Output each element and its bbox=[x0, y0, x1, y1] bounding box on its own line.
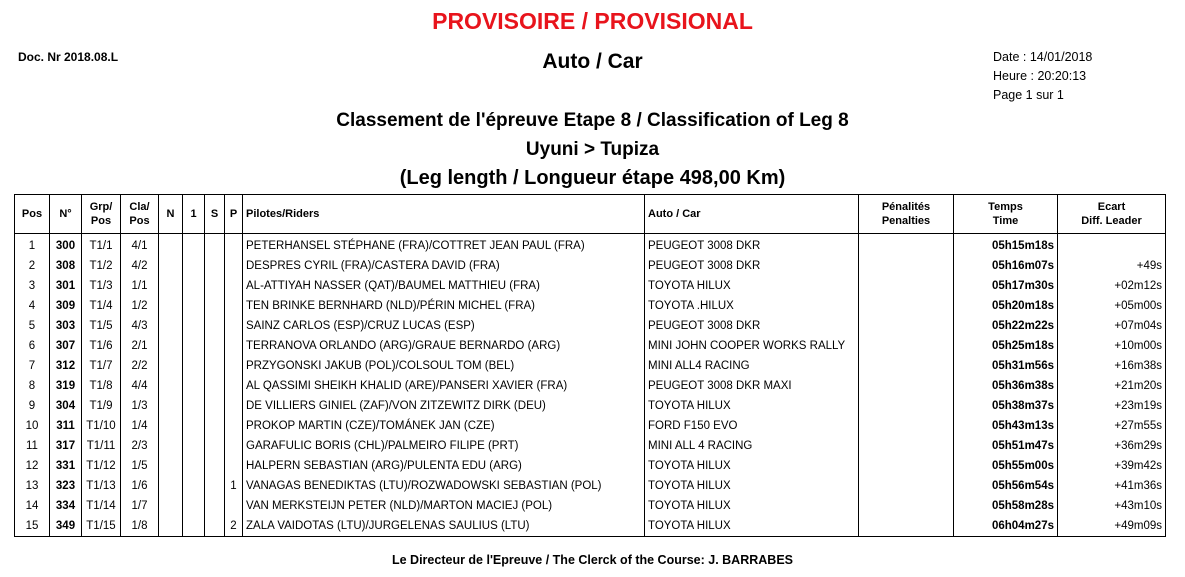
cell-pilots: HALPERN SEBASTIAN (ARG)/PULENTA EDU (ARG) bbox=[243, 456, 645, 476]
cell-group-pos: T1/10 bbox=[82, 416, 121, 436]
cell-s bbox=[205, 516, 225, 537]
cell-time: 05h25m18s bbox=[954, 336, 1058, 356]
cell-n bbox=[159, 436, 183, 456]
cell-penalties bbox=[859, 316, 954, 336]
cell-class-pos: 4/2 bbox=[121, 256, 159, 276]
cell-n bbox=[159, 234, 183, 257]
cell-number: 334 bbox=[50, 496, 82, 516]
col-car: Auto / Car bbox=[645, 195, 859, 234]
cell-1 bbox=[183, 336, 205, 356]
cell-time: 05h51m47s bbox=[954, 436, 1058, 456]
cell-pos: 5 bbox=[15, 316, 50, 336]
cell-s bbox=[205, 396, 225, 416]
cell-p bbox=[225, 356, 243, 376]
col-1: 1 bbox=[183, 195, 205, 234]
cell-n bbox=[159, 476, 183, 496]
cell-pos: 6 bbox=[15, 336, 50, 356]
cell-class-pos: 4/1 bbox=[121, 234, 159, 257]
cell-group-pos: T1/15 bbox=[82, 516, 121, 537]
cell-time: 05h43m13s bbox=[954, 416, 1058, 436]
cell-penalties bbox=[859, 234, 954, 257]
cell-pos: 9 bbox=[15, 396, 50, 416]
leg-length-title: (Leg length / Longueur étape 498,00 Km) bbox=[399, 167, 786, 189]
date-label: Date : 14/01/2018 bbox=[993, 50, 1093, 64]
cell-time: 05h22m22s bbox=[954, 316, 1058, 336]
cell-n bbox=[159, 316, 183, 336]
col-n: N bbox=[159, 195, 183, 234]
cell-group-pos: T1/14 bbox=[82, 496, 121, 516]
classification-title: Classement de l'épreuve Etape 8 / Classification of Leg 8 bbox=[336, 110, 849, 131]
table-row bbox=[15, 516, 1166, 537]
cell-n bbox=[159, 416, 183, 436]
cell-p bbox=[225, 416, 243, 436]
cell-group-pos: T1/8 bbox=[82, 376, 121, 396]
cell-gap bbox=[1058, 234, 1166, 257]
table-row bbox=[15, 234, 1166, 257]
cell-pos: 4 bbox=[15, 296, 50, 316]
cell-penalties bbox=[859, 456, 954, 476]
cell-group-pos: T1/5 bbox=[82, 316, 121, 336]
cell-car: TOYOTA HILUX bbox=[645, 476, 859, 496]
results-table bbox=[14, 194, 1166, 537]
cell-number: 312 bbox=[50, 356, 82, 376]
table-row bbox=[15, 416, 1166, 436]
cell-group-pos: T1/13 bbox=[82, 476, 121, 496]
cell-pilots: GARAFULIC BORIS (CHL)/PALMEIRO FILIPE (PRT) bbox=[243, 436, 645, 456]
cell-class-pos: 1/2 bbox=[121, 296, 159, 316]
cell-1 bbox=[183, 256, 205, 276]
cell-gap: +02m12s bbox=[1058, 276, 1166, 296]
cell-car: TOYOTA HILUX bbox=[645, 276, 859, 296]
cell-class-pos: 4/4 bbox=[121, 376, 159, 396]
cell-penalties bbox=[859, 496, 954, 516]
table-row bbox=[15, 476, 1166, 496]
cell-pos: 13 bbox=[15, 476, 50, 496]
cell-car: MINI ALL4 RACING bbox=[645, 356, 859, 376]
cell-penalties bbox=[859, 376, 954, 396]
cell-n bbox=[159, 296, 183, 316]
table-row bbox=[15, 356, 1166, 376]
table-header-row bbox=[15, 195, 1166, 234]
cell-p bbox=[225, 316, 243, 336]
cell-s bbox=[205, 234, 225, 257]
cell-car: TOYOTA HILUX bbox=[645, 396, 859, 416]
cell-car: PEUGEOT 3008 DKR MAXI bbox=[645, 376, 859, 396]
cell-n bbox=[159, 256, 183, 276]
cell-pilots: DESPRES CYRIL (FRA)/CASTERA DAVID (FRA) bbox=[243, 256, 645, 276]
cell-gap: +16m38s bbox=[1058, 356, 1166, 376]
cell-car: PEUGEOT 3008 DKR bbox=[645, 234, 859, 257]
cell-pos: 7 bbox=[15, 356, 50, 376]
cell-group-pos: T1/7 bbox=[82, 356, 121, 376]
cell-pilots: PETERHANSEL STÉPHANE (FRA)/COTTRET JEAN PAUL (FRA) bbox=[243, 234, 645, 257]
cell-pos: 1 bbox=[15, 234, 50, 257]
cell-p bbox=[225, 496, 243, 516]
cell-number: 307 bbox=[50, 336, 82, 356]
cell-group-pos: T1/4 bbox=[82, 296, 121, 316]
cell-gap: +36m29s bbox=[1058, 436, 1166, 456]
cell-n bbox=[159, 516, 183, 537]
table-row bbox=[15, 496, 1166, 516]
col-class-pos: Cla/ Pos bbox=[121, 195, 159, 234]
cell-penalties bbox=[859, 276, 954, 296]
category-title: Auto / Car bbox=[542, 50, 643, 73]
cell-p bbox=[225, 256, 243, 276]
cell-s bbox=[205, 316, 225, 336]
cell-1 bbox=[183, 416, 205, 436]
cell-gap: +41m36s bbox=[1058, 476, 1166, 496]
clerk-of-course: Le Directeur de l'Epreuve / The Clerck of the Course: J. BARRABES bbox=[392, 553, 793, 567]
cell-pos: 14 bbox=[15, 496, 50, 516]
col-pos: Pos bbox=[15, 195, 50, 234]
cell-1 bbox=[183, 276, 205, 296]
col-number: N° bbox=[50, 195, 82, 234]
cell-pilots: TEN BRINKE BERNHARD (NLD)/PÉRIN MICHEL (FRA) bbox=[243, 296, 645, 316]
cell-1 bbox=[183, 476, 205, 496]
cell-number: 309 bbox=[50, 296, 82, 316]
cell-class-pos: 1/7 bbox=[121, 496, 159, 516]
cell-number: 349 bbox=[50, 516, 82, 537]
cell-s bbox=[205, 376, 225, 396]
cell-time: 05h58m28s bbox=[954, 496, 1058, 516]
cell-1 bbox=[183, 456, 205, 476]
cell-car: MINI JOHN COOPER WORKS RALLY bbox=[645, 336, 859, 356]
col-time: Temps Time bbox=[954, 195, 1058, 234]
cell-p bbox=[225, 456, 243, 476]
cell-car: TOYOTA HILUX bbox=[645, 516, 859, 537]
cell-time: 06h04m27s bbox=[954, 516, 1058, 537]
col-p: P bbox=[225, 195, 243, 234]
col-penalties: Pénalités Penalties bbox=[859, 195, 954, 234]
table-row bbox=[15, 256, 1166, 276]
cell-car: FORD F150 EVO bbox=[645, 416, 859, 436]
cell-group-pos: T1/9 bbox=[82, 396, 121, 416]
cell-group-pos: T1/12 bbox=[82, 456, 121, 476]
cell-1 bbox=[183, 436, 205, 456]
cell-1 bbox=[183, 376, 205, 396]
cell-n bbox=[159, 336, 183, 356]
cell-pos: 2 bbox=[15, 256, 50, 276]
cell-time: 05h36m38s bbox=[954, 376, 1058, 396]
cell-pilots: VANAGAS BENEDIKTAS (LTU)/ROZWADOWSKI SEBASTIAN (POL) bbox=[243, 476, 645, 496]
cell-group-pos: T1/11 bbox=[82, 436, 121, 456]
cell-pilots: AL-ATTIYAH NASSER (QAT)/BAUMEL MATTHIEU (FRA) bbox=[243, 276, 645, 296]
cell-penalties bbox=[859, 256, 954, 276]
cell-car: PEUGEOT 3008 DKR bbox=[645, 316, 859, 336]
cell-1 bbox=[183, 516, 205, 537]
cell-time: 05h20m18s bbox=[954, 296, 1058, 316]
cell-number: 319 bbox=[50, 376, 82, 396]
table-row bbox=[15, 316, 1166, 336]
route-title: Uyuni > Tupiza bbox=[525, 139, 660, 160]
cell-1 bbox=[183, 356, 205, 376]
col-s: S bbox=[205, 195, 225, 234]
cell-time: 05h38m37s bbox=[954, 396, 1058, 416]
cell-penalties bbox=[859, 436, 954, 456]
cell-group-pos: T1/3 bbox=[82, 276, 121, 296]
cell-number: 303 bbox=[50, 316, 82, 336]
document-number: Doc. Nr 2018.08.L bbox=[18, 50, 119, 64]
cell-class-pos: 1/4 bbox=[121, 416, 159, 436]
cell-class-pos: 2/2 bbox=[121, 356, 159, 376]
cell-car: PEUGEOT 3008 DKR bbox=[645, 256, 859, 276]
cell-class-pos: 4/3 bbox=[121, 316, 159, 336]
cell-gap: +43m10s bbox=[1058, 496, 1166, 516]
page-label: Page 1 sur 1 bbox=[993, 88, 1064, 102]
cell-gap: +05m00s bbox=[1058, 296, 1166, 316]
cell-n bbox=[159, 276, 183, 296]
cell-number: 317 bbox=[50, 436, 82, 456]
cell-n bbox=[159, 396, 183, 416]
cell-penalties bbox=[859, 416, 954, 436]
table-row bbox=[15, 276, 1166, 296]
cell-p: 1 bbox=[225, 476, 243, 496]
cell-gap: +49s bbox=[1058, 256, 1166, 276]
table-row bbox=[15, 336, 1166, 356]
cell-number: 304 bbox=[50, 396, 82, 416]
cell-pos: 15 bbox=[15, 516, 50, 537]
cell-gap: +27m55s bbox=[1058, 416, 1166, 436]
provisional-banner: PROVISOIRE / PROVISIONAL bbox=[432, 8, 753, 34]
cell-penalties bbox=[859, 336, 954, 356]
table-row bbox=[15, 376, 1166, 396]
cell-penalties bbox=[859, 516, 954, 537]
cell-class-pos: 1/6 bbox=[121, 476, 159, 496]
cell-gap: +39m42s bbox=[1058, 456, 1166, 476]
cell-p bbox=[225, 396, 243, 416]
cell-gap: +21m20s bbox=[1058, 376, 1166, 396]
cell-time: 05h15m18s bbox=[954, 234, 1058, 257]
cell-1 bbox=[183, 316, 205, 336]
cell-class-pos: 2/1 bbox=[121, 336, 159, 356]
cell-s bbox=[205, 276, 225, 296]
document-meta bbox=[993, 48, 1092, 105]
cell-1 bbox=[183, 396, 205, 416]
cell-s bbox=[205, 356, 225, 376]
col-gap: Ecart Diff. Leader bbox=[1058, 195, 1166, 234]
cell-number: 331 bbox=[50, 456, 82, 476]
cell-number: 301 bbox=[50, 276, 82, 296]
cell-car: TOYOTA .HILUX bbox=[645, 296, 859, 316]
cell-gap: +10m00s bbox=[1058, 336, 1166, 356]
cell-car: TOYOTA HILUX bbox=[645, 496, 859, 516]
cell-pilots: AL QASSIMI SHEIKH KHALID (ARE)/PANSERI XAVIER (FRA) bbox=[243, 376, 645, 396]
cell-car: TOYOTA HILUX bbox=[645, 456, 859, 476]
cell-p bbox=[225, 276, 243, 296]
cell-group-pos: T1/1 bbox=[82, 234, 121, 257]
cell-n bbox=[159, 456, 183, 476]
table-row bbox=[15, 456, 1166, 476]
cell-pos: 3 bbox=[15, 276, 50, 296]
cell-n bbox=[159, 496, 183, 516]
cell-n bbox=[159, 376, 183, 396]
cell-pos: 8 bbox=[15, 376, 50, 396]
time-label: Heure : 20:20:13 bbox=[993, 69, 1087, 83]
cell-1 bbox=[183, 296, 205, 316]
cell-time: 05h31m56s bbox=[954, 356, 1058, 376]
cell-time: 05h16m07s bbox=[954, 256, 1058, 276]
cell-pilots: VAN MERKSTEIJN PETER (NLD)/MARTON MACIEJ (POL) bbox=[243, 496, 645, 516]
cell-p bbox=[225, 234, 243, 257]
cell-s bbox=[205, 416, 225, 436]
cell-pos: 10 bbox=[15, 416, 50, 436]
cell-s bbox=[205, 476, 225, 496]
cell-s bbox=[205, 256, 225, 276]
cell-gap: +23m19s bbox=[1058, 396, 1166, 416]
cell-s bbox=[205, 496, 225, 516]
cell-pilots: SAINZ CARLOS (ESP)/CRUZ LUCAS (ESP) bbox=[243, 316, 645, 336]
cell-pilots: TERRANOVA ORLANDO (ARG)/GRAUE BERNARDO (ARG) bbox=[243, 336, 645, 356]
cell-gap: +49m09s bbox=[1058, 516, 1166, 537]
col-group-pos: Grp/ Pos bbox=[82, 195, 121, 234]
cell-p bbox=[225, 376, 243, 396]
cell-gap: +07m04s bbox=[1058, 316, 1166, 336]
cell-time: 05h17m30s bbox=[954, 276, 1058, 296]
cell-group-pos: T1/6 bbox=[82, 336, 121, 356]
cell-s bbox=[205, 296, 225, 316]
cell-pilots: DE VILLIERS GINIEL (ZAF)/VON ZITZEWITZ DIRK (DEU) bbox=[243, 396, 645, 416]
cell-penalties bbox=[859, 356, 954, 376]
cell-group-pos: T1/2 bbox=[82, 256, 121, 276]
cell-pilots: ZALA VAIDOTAS (LTU)/JURGELENAS SAULIUS (LTU) bbox=[243, 516, 645, 537]
table-row bbox=[15, 296, 1166, 316]
col-pilots: Pilotes/Riders bbox=[243, 195, 645, 234]
cell-class-pos: 2/3 bbox=[121, 436, 159, 456]
cell-p bbox=[225, 436, 243, 456]
cell-class-pos: 1/8 bbox=[121, 516, 159, 537]
cell-car: MINI ALL 4 RACING bbox=[645, 436, 859, 456]
cell-pos: 12 bbox=[15, 456, 50, 476]
cell-s bbox=[205, 456, 225, 476]
cell-p bbox=[225, 336, 243, 356]
cell-number: 323 bbox=[50, 476, 82, 496]
cell-s bbox=[205, 436, 225, 456]
cell-number: 308 bbox=[50, 256, 82, 276]
cell-p bbox=[225, 296, 243, 316]
cell-1 bbox=[183, 496, 205, 516]
cell-class-pos: 1/5 bbox=[121, 456, 159, 476]
cell-pos: 11 bbox=[15, 436, 50, 456]
cell-time: 05h55m00s bbox=[954, 456, 1058, 476]
cell-time: 05h56m54s bbox=[954, 476, 1058, 496]
cell-p: 2 bbox=[225, 516, 243, 537]
table-row bbox=[15, 396, 1166, 416]
table-row bbox=[15, 436, 1166, 456]
cell-penalties bbox=[859, 476, 954, 496]
cell-s bbox=[205, 336, 225, 356]
cell-1 bbox=[183, 234, 205, 257]
cell-class-pos: 1/3 bbox=[121, 396, 159, 416]
cell-number: 311 bbox=[50, 416, 82, 436]
cell-pilots: PRZYGONSKI JAKUB (POL)/COLSOUL TOM (BEL) bbox=[243, 356, 645, 376]
cell-penalties bbox=[859, 296, 954, 316]
cell-n bbox=[159, 356, 183, 376]
cell-pilots: PROKOP MARTIN (CZE)/TOMÁNEK JAN (CZE) bbox=[243, 416, 645, 436]
cell-class-pos: 1/1 bbox=[121, 276, 159, 296]
cell-penalties bbox=[859, 396, 954, 416]
cell-number: 300 bbox=[50, 234, 82, 257]
